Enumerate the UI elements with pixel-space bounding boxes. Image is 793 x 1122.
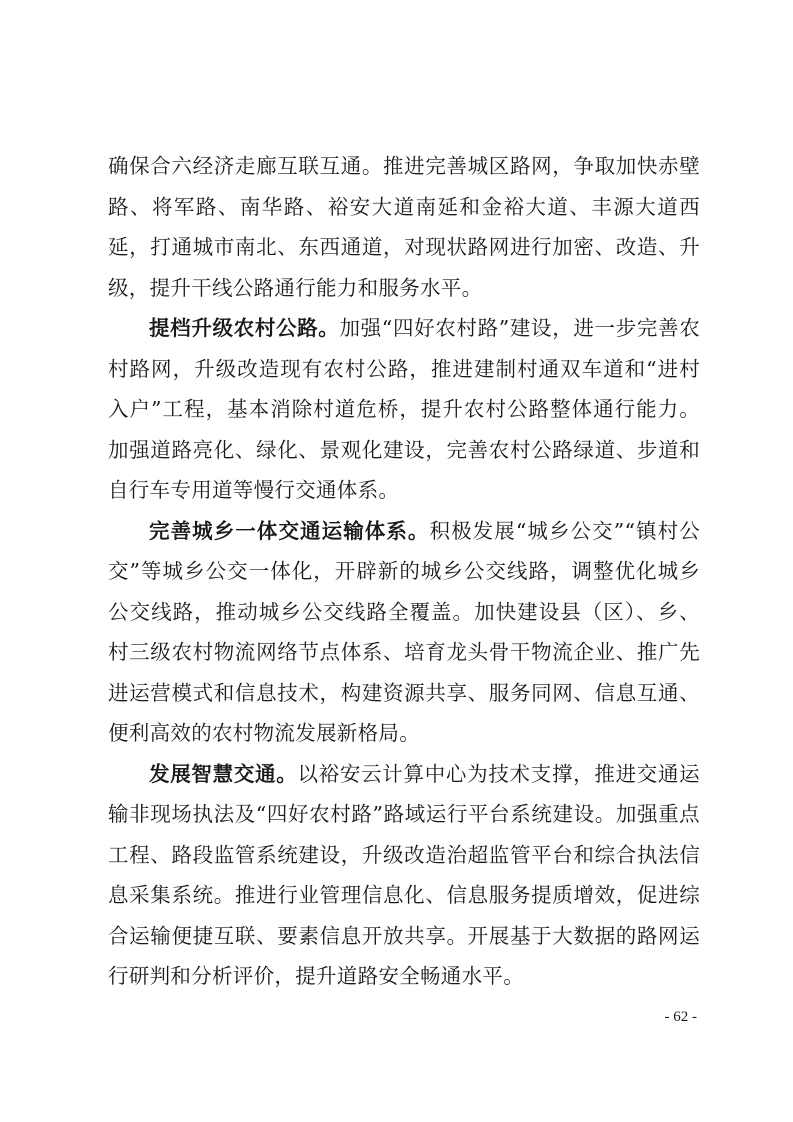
body-text	[108, 146, 700, 997]
paragraph-text: 加强“四好农村路”建设，进一步完善农村路网，升级改造现有农村公路，推进建制村通双车道和“进村入户”工程，基本消除村道危桥，提升农村公路整体通行能力。加强道路亮化、绿化、景观化建设，完善农村公路绿道、步道和自行车专用道等慢行交通体系。	[108, 316, 700, 502]
page-number: - 62 -	[664, 1009, 697, 1025]
paragraph-lead-heading: 提档升级农村公路。	[149, 316, 340, 340]
paragraph-smart-transport	[108, 754, 700, 997]
paragraph-urban-rural-transport	[108, 511, 700, 754]
paragraph-lead-heading: 完善城乡一体交通运输体系。	[149, 518, 430, 543]
paragraph-text: 积极发展“城乡公交”“镇村公交”等城乡公交一体化，开辟新的城乡公交线路，调整优化城乡公交线路，推动城乡公交线路全覆盖。加快建设县（区）、乡、村三级农村物流网络节点体系、培育龙头骨干物流企业、推广先进运营模式和信息技术，构建资源共享、服务同网、信息互通、便利高效的农村物流发展新格局。	[108, 518, 700, 745]
paragraph-text: 确保合六经济走廊互联互通。推进完善城区路网，争取加快赤壁路、将军路、南华路、裕安大道南延和金裕大道、丰源大道西延，打通城市南北、东西通道，对现状路网进行加密、改造、升级，提升干线公路通行能力和服务水平。	[108, 154, 700, 300]
paragraph-rural-roads	[108, 308, 700, 511]
paragraph-text: 以裕安云计算中心为技术支撑，推进交通运输非现场执法及“四好农村路”路域运行平台系统建设。加强重点工程、路段监管系统建设，升级改造治超监管平台和综合执法信息采集系统。推进行业管理信息化、信息服务提质增效，促进综合运输便捷互联、要素信息开放共享。开展基于大数据的路网运行研判和分析评价，提升道路安全畅通水平。	[108, 761, 700, 988]
paragraph-road-network	[108, 146, 700, 308]
paragraph-lead-heading: 发展智慧交通。	[149, 761, 298, 786]
